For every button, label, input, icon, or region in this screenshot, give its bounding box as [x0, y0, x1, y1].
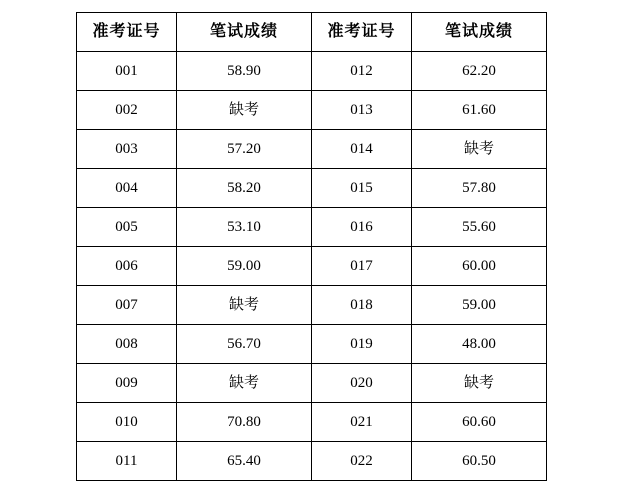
- cell-admission-number-left: 006: [77, 247, 177, 286]
- table-row: [77, 364, 547, 403]
- cell-admission-number-right: 019: [312, 325, 412, 364]
- cell-written-score-left: 57.20: [177, 130, 312, 169]
- cell-written-score-right: 61.60: [412, 91, 547, 130]
- table-row: [77, 442, 547, 481]
- cell-admission-number-left: 004: [77, 169, 177, 208]
- cell-written-score-left: 70.80: [177, 403, 312, 442]
- cell-admission-number-right: 021: [312, 403, 412, 442]
- table-header-row: [77, 13, 547, 52]
- cell-admission-number-left: 002: [77, 91, 177, 130]
- table-body: [77, 52, 547, 481]
- cell-written-score-left: 缺考: [177, 364, 312, 403]
- table-row: [77, 130, 547, 169]
- cell-admission-number-right: 014: [312, 130, 412, 169]
- cell-written-score-left: 缺考: [177, 91, 312, 130]
- column-header-written-score-right: 笔试成绩: [412, 13, 547, 52]
- cell-written-score-left: 缺考: [177, 286, 312, 325]
- cell-admission-number-left: 007: [77, 286, 177, 325]
- cell-admission-number-right: 018: [312, 286, 412, 325]
- cell-admission-number-left: 005: [77, 208, 177, 247]
- cell-admission-number-right: 015: [312, 169, 412, 208]
- table-row: [77, 247, 547, 286]
- cell-written-score-left: 59.00: [177, 247, 312, 286]
- table-row: [77, 208, 547, 247]
- cell-written-score-left: 65.40: [177, 442, 312, 481]
- table-row: [77, 52, 547, 91]
- score-table-container: [76, 12, 546, 481]
- cell-written-score-right: 缺考: [412, 130, 547, 169]
- cell-written-score-left: 58.20: [177, 169, 312, 208]
- column-header-written-score-left: 笔试成绩: [177, 13, 312, 52]
- cell-admission-number-right: 012: [312, 52, 412, 91]
- table-row: [77, 286, 547, 325]
- cell-admission-number-right: 016: [312, 208, 412, 247]
- table-header: [77, 13, 547, 52]
- table-row: [77, 403, 547, 442]
- cell-written-score-right: 57.80: [412, 169, 547, 208]
- cell-admission-number-right: 017: [312, 247, 412, 286]
- cell-written-score-right: 59.00: [412, 286, 547, 325]
- cell-written-score-right: 48.00: [412, 325, 547, 364]
- cell-written-score-right: 62.20: [412, 52, 547, 91]
- table-row: [77, 91, 547, 130]
- cell-admission-number-right: 013: [312, 91, 412, 130]
- column-header-admission-number-left: 准考证号: [77, 13, 177, 52]
- cell-admission-number-left: 009: [77, 364, 177, 403]
- cell-admission-number-left: 001: [77, 52, 177, 91]
- cell-written-score-right: 60.00: [412, 247, 547, 286]
- cell-admission-number-right: 022: [312, 442, 412, 481]
- cell-admission-number-left: 003: [77, 130, 177, 169]
- cell-admission-number-left: 008: [77, 325, 177, 364]
- column-header-admission-number-right: 准考证号: [312, 13, 412, 52]
- cell-written-score-left: 56.70: [177, 325, 312, 364]
- cell-admission-number-right: 020: [312, 364, 412, 403]
- cell-admission-number-left: 011: [77, 442, 177, 481]
- cell-written-score-right: 55.60: [412, 208, 547, 247]
- table-row: [77, 169, 547, 208]
- cell-written-score-right: 60.60: [412, 403, 547, 442]
- cell-written-score-right: 缺考: [412, 364, 547, 403]
- table-row: [77, 325, 547, 364]
- exam-score-table: [76, 12, 547, 481]
- cell-written-score-right: 60.50: [412, 442, 547, 481]
- cell-written-score-left: 53.10: [177, 208, 312, 247]
- cell-admission-number-left: 010: [77, 403, 177, 442]
- cell-written-score-left: 58.90: [177, 52, 312, 91]
